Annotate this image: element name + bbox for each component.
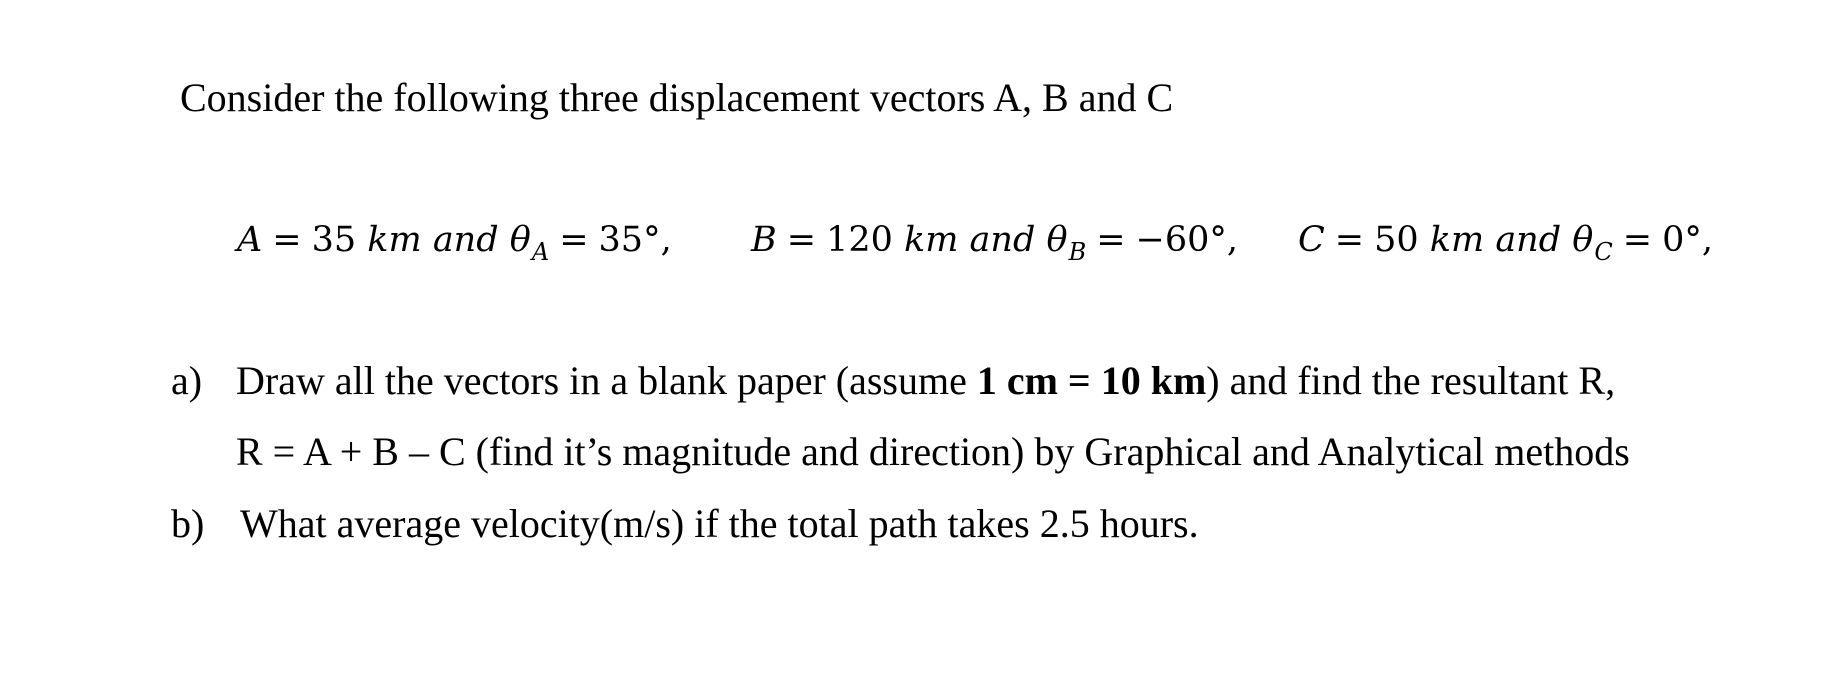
question-a-line-2: R = A + B – C (find it’s magnitude and direction) by Graphical and Analytical methods: [236, 429, 1630, 474]
vector-c-theta: θ: [1572, 220, 1594, 260]
vector-a-definition: [237, 216, 672, 267]
vector-c-definition: [1298, 216, 1713, 267]
vector-b-magnitude: 120: [826, 220, 893, 260]
intro-sentence: Consider the following three displacement vectors A, B and C: [180, 75, 1174, 120]
vector-b-theta: θ: [1046, 220, 1068, 260]
vector-a-theta-subscript: A: [531, 238, 550, 266]
vector-c-unit: km and: [1429, 220, 1562, 260]
vector-a-theta: θ: [509, 220, 531, 260]
question-b-label: b): [171, 501, 205, 546]
vector-a-angle: 35°,: [598, 220, 672, 260]
vector-c-symbol: C: [1298, 220, 1325, 260]
vector-c-equals: =: [1334, 220, 1365, 260]
question-a-label: a): [171, 358, 203, 403]
vector-a-equals: =: [272, 220, 302, 260]
vector-b-equals: =: [786, 220, 817, 260]
vector-c-equals-angle: =: [1622, 220, 1653, 260]
vector-b-equals-angle: =: [1096, 220, 1126, 260]
vector-c-magnitude: 50: [1374, 220, 1419, 260]
question-a-text-before: Draw all the vectors in a blank paper (assume: [236, 358, 977, 403]
vector-a-unit: km and: [367, 220, 499, 260]
vector-b-definition: [751, 216, 1238, 267]
vector-b-angle: −60°,: [1135, 220, 1239, 260]
vector-a-magnitude: 35: [311, 220, 357, 260]
vector-a-symbol: A: [237, 220, 263, 260]
vector-b-theta-subscript: B: [1068, 238, 1087, 266]
vector-b-symbol: B: [751, 220, 777, 260]
question-a-line-1: [236, 357, 1615, 405]
question-b-text: What average velocity(m/s) if the total path takes 2.5 hours.: [240, 501, 1199, 546]
vector-b-unit: km and: [904, 220, 1036, 260]
question-a-scale: 1 cm = 10 km: [976, 358, 1207, 403]
vector-c-theta-subscript: C: [1594, 238, 1613, 266]
vector-a-equals-angle: =: [559, 220, 589, 260]
question-a-text-after: ) and find the resultant R,: [1206, 358, 1616, 403]
vector-c-angle: 0°,: [1662, 220, 1713, 260]
